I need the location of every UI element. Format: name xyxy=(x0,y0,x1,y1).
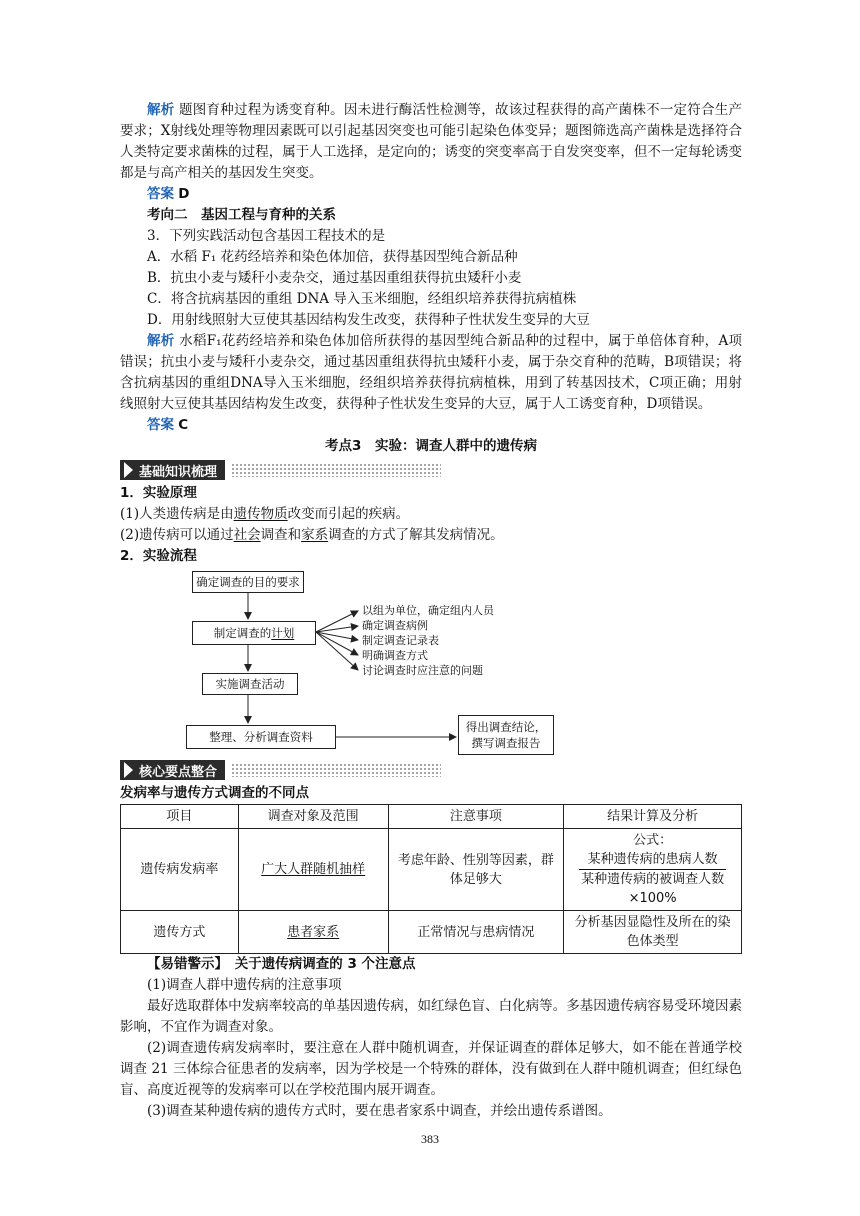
analysis-text: 水稻F₁花药经培养和染色体加倍所获得的基因型纯合新品种的过程中，属于单倍体育种，A项错误；抗虫小麦与矮秆小麦杂交，通过基因重组获得抗虫矮秆小麦，属于杂交育种的范畴，B项错误；将含抗病基因的重组DNA导入玉米细胞，经组织培养获得抗病植株，用到了转基因技术，C项正确；用射线照射大豆使其基因结构发生改变，获得种子性状发生变异的大豆，属于人工诱变育种，D项错误。 xyxy=(120,333,743,412)
q3-analysis xyxy=(120,331,742,415)
principle-line-2: (2)遗传病可以通过社会调查和家系调查的方式了解其发病情况。 xyxy=(120,527,504,543)
flow-step-conduct: 实施调查活动 xyxy=(202,673,298,695)
answer-label: 答案 xyxy=(147,186,174,202)
q3-option-d: D．用射线照射大豆使其基因结构发生改变，获得种子性状发生变异的大豆 xyxy=(147,312,590,328)
blank-answer: 家系 xyxy=(301,527,329,543)
direction2-title: 考向二 基因工程与育种的关系 xyxy=(147,207,336,223)
table-header-row xyxy=(121,805,742,829)
flow-step-conclude: 得出调查结论， 撰写调查报告 xyxy=(458,715,554,755)
page-content xyxy=(120,100,742,1122)
q2-answer xyxy=(120,184,742,205)
banner-label: 基础知识梳理 xyxy=(139,464,218,480)
process-flowchart xyxy=(120,571,742,757)
comparison-table xyxy=(120,804,742,954)
principle-heading: 1．实验原理 xyxy=(120,485,197,501)
q3-stem: 3．下列实践活动包含基因工程技术的是 xyxy=(147,228,386,244)
q3-option-b: B．抗虫小麦与矮秆小麦杂交，通过基因重组获得抗虫矮秆小麦 xyxy=(147,270,522,286)
plan-item: 明确调查方式 xyxy=(362,649,428,662)
warning-p1-text: 最好选取群体中发病率较高的单基因遗传病，如红绿色盲、白化病等。多基因遗传病容易受环境因素影响，不宜作为调查对象。 xyxy=(120,998,742,1035)
warning-p2-text: (2)调查遗传病发病率时，要注意在人群中随机调查，并保证调查的群体足够大，如不能在普通学校调查 21 三体综合征患者的发病率，因为学校是一个特殊的群体，没有做到在人群中随机调查；但红绿色盲、高度近视等的发病率可以在学校范围内展开调查。 xyxy=(120,1040,742,1098)
answer-value: C xyxy=(178,417,189,433)
principle-line-1: (1)人类遗传病是由遗传物质改变而引起的疾病。 xyxy=(120,506,410,522)
table-cell: 分析基因显隐性及所在的染色体类型 xyxy=(564,911,742,954)
fraction: $\frac{\text{某种遗传病的患病人数}}{\text{某种遗传病的被调查人数}}$ xyxy=(581,852,725,887)
banner-arrow-icon xyxy=(124,762,133,778)
table-cell: 正常情况与患病情况 xyxy=(388,911,564,954)
banner-dots xyxy=(231,763,441,777)
blank-answer: 广大人群随机抽样 xyxy=(261,862,366,877)
process-heading: 2．实验流程 xyxy=(120,548,197,564)
analysis-text: 题图育种过程为诱变育种。因未进行酶活性检测等，故该过程获得的高产菌株不一定符合生产要求；X射线处理等物理因素既可以引起基因突变也可能引起染色体变异；题图筛选高产菌株是选择符合人类特定要求菌株的过程，属于人工选择，是定向的；诱变的突变率高于自发突变率，但不一定每轮诱变都是与高产相关的基因发生突变。 xyxy=(120,102,743,181)
table-header: 调查对象及范围 xyxy=(238,805,388,829)
q3-answer xyxy=(120,415,742,436)
table-title: 发病率与遗传方式调查的不同点 xyxy=(120,785,309,801)
flow-step-analyze: 整理、分析调查资料 xyxy=(186,725,336,749)
warning-p3-text: (3)调查某种遗传病的遗传方式时，要在患者家系中调查，并绘出遗传系谱图。 xyxy=(147,1103,612,1119)
banner-core-points xyxy=(120,759,742,781)
table-cell: 遗传方式 xyxy=(121,911,239,954)
table-row xyxy=(121,829,742,911)
q3-option-a: A．水稻 F₁ 花药经培养和染色体加倍，获得基因型纯合新品种 xyxy=(147,249,518,265)
analysis-label: 解析 xyxy=(147,333,175,349)
section3-title: 考点3 实验：调查人群中的遗传病 xyxy=(325,438,537,454)
flow-step-make-plan: 制定调查的 计划 xyxy=(192,621,316,645)
banner-label: 核心要点整合 xyxy=(139,764,218,780)
banner-basic-knowledge xyxy=(120,459,742,481)
warning-title: 【易错警示】 关于遗传病调查的 3 个注意点 xyxy=(147,956,416,972)
plan-item: 讨论调查时应注意的问题 xyxy=(362,664,483,677)
table-cell: 遗传病发病率 xyxy=(121,829,239,911)
table-header: 注意事项 xyxy=(388,805,564,829)
plan-item: 制定调查记录表 xyxy=(362,634,439,647)
table-cell xyxy=(238,829,388,911)
q3-option-c: C．将含抗病基因的重组 DNA 导入玉米细胞，经组织培养获得抗病植株 xyxy=(147,291,577,307)
banner-arrow-icon xyxy=(124,462,133,478)
q2-analysis xyxy=(120,100,742,184)
plan-item: 确定调查病例 xyxy=(362,619,428,632)
blank-answer: 患者家系 xyxy=(287,924,340,940)
plan-item: 以组为单位，确定组内人员 xyxy=(362,604,494,617)
warning-p1-head: (1)调查人群中遗传病的注意事项 xyxy=(147,977,342,993)
answer-value: D xyxy=(178,186,190,202)
table-header: 结果计算及分析 xyxy=(564,805,742,829)
table-cell-formula: 公式： $\frac{\text{某种遗传病的患病人数}}{\text{某种遗传病的被调查人数}}$ ×100% xyxy=(564,829,742,911)
blank-answer: 计划 xyxy=(271,626,295,640)
table-header: 项目 xyxy=(121,805,239,829)
flow-step-define-goal: 确定调查的目的要求 xyxy=(192,571,304,593)
answer-label: 答案 xyxy=(147,417,174,433)
table-cell: 考虑年龄、性别等因素，群体足够大 xyxy=(388,829,564,911)
banner-dots xyxy=(231,463,441,477)
blank-answer: 社会 xyxy=(233,527,261,543)
analysis-label: 解析 xyxy=(147,102,175,118)
page-number: 383 xyxy=(421,1132,439,1146)
blank-answer: 遗传物质 xyxy=(233,506,288,522)
table-cell xyxy=(238,911,388,954)
table-row xyxy=(121,911,742,954)
